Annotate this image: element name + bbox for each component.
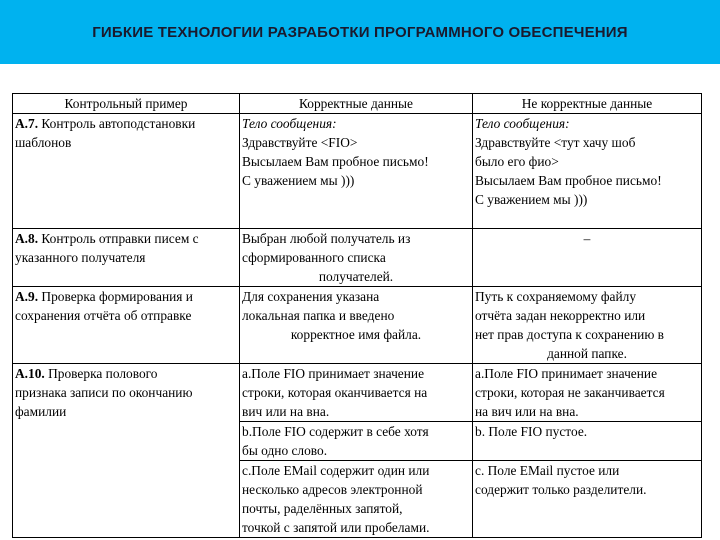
incorrect-text: a.Поле FIO принимает значение — [475, 366, 658, 381]
incorrect-data-cell — [473, 364, 702, 538]
incorrect-text: c. Поле EMail пустое или — [475, 463, 620, 478]
table-row — [13, 229, 702, 287]
incorrect-text: было его фио> — [475, 154, 559, 169]
correct-text: Выбран любой получатель из — [242, 231, 411, 246]
table-row — [13, 364, 702, 538]
correct-text: несколько адресов электронной — [242, 482, 423, 497]
correct-item-b — [240, 421, 472, 460]
correct-text: локальная папка и введено — [242, 308, 395, 323]
correct-data-cell — [240, 364, 473, 538]
example-text: указанного получателя — [15, 250, 146, 265]
test-cases-table — [12, 93, 702, 538]
incorrect-item-c — [473, 460, 701, 499]
incorrect-text: данной папке. — [547, 346, 627, 361]
example-text: шаблонов — [15, 135, 72, 150]
correct-text: С уважением мы ))) — [242, 173, 355, 188]
correct-text: вич или на вна. — [242, 404, 330, 419]
correct-text: корректное имя файла. — [290, 327, 422, 342]
incorrect-text: нет прав доступа к сохранению в — [475, 327, 665, 342]
correct-text: почты, раделённых запятой, — [242, 501, 403, 516]
incorrect-text: отчёта задан некорректно или — [475, 308, 646, 323]
incorrect-data-cell — [473, 287, 702, 364]
correct-text: c.Поле EMail содержит один или — [242, 463, 430, 478]
incorrect-text: на вич или на вна. — [475, 404, 579, 419]
example-text: Контроль автоподстановки — [41, 116, 196, 131]
table-header-row — [13, 94, 702, 114]
example-text: Проверка полового — [48, 366, 158, 381]
case-id: А.9. — [15, 289, 39, 304]
correct-item-a — [242, 364, 470, 421]
correct-text: Высылаем Вам пробное письмо! — [242, 154, 429, 169]
correct-text: бы одно слово. — [242, 443, 328, 458]
header-banner — [0, 0, 720, 64]
incorrect-text: содержит только разделители. — [475, 482, 647, 497]
example-text: признака записи по окончанию — [15, 385, 193, 400]
column-header-correct: Корректные данные — [240, 94, 473, 114]
example-cell — [13, 229, 240, 287]
message-body-label: Тело сообщения: — [475, 116, 570, 131]
correct-text: строки, которая оканчивается на — [242, 385, 428, 400]
message-body-label: Тело сообщения: — [242, 116, 337, 131]
correct-text: сформированного списка — [242, 250, 386, 265]
incorrect-item-b — [473, 421, 701, 460]
column-header-example: Контрольный пример — [13, 94, 240, 114]
case-id: А.8. — [15, 231, 39, 246]
correct-text: получателей. — [318, 269, 394, 284]
incorrect-item-a — [475, 364, 699, 421]
correct-item-c — [240, 460, 472, 537]
example-text: Контроль отправки писем с — [41, 231, 199, 246]
incorrect-text: С уважением мы ))) — [475, 192, 588, 207]
table-row — [13, 287, 702, 364]
correct-text: b.Поле FIO содержит в себе хотя — [242, 424, 429, 439]
case-id: А.10. — [15, 366, 45, 381]
correct-text: Здравствуйте <FIO> — [242, 135, 358, 150]
example-cell — [13, 364, 240, 538]
table-row — [13, 114, 702, 229]
example-cell — [13, 114, 240, 229]
incorrect-data-cell — [473, 114, 702, 229]
correct-data-cell — [240, 114, 473, 229]
correct-text: Для сохранения указана — [242, 289, 380, 304]
correct-text: точкой с запятой или пробелами. — [242, 520, 430, 535]
incorrect-text: b. Поле FIO пустое. — [475, 424, 588, 439]
column-header-incorrect: Не корректные данные — [473, 94, 702, 114]
incorrect-text: Высылаем Вам пробное письмо! — [475, 173, 662, 188]
example-text: фамилии — [15, 404, 67, 419]
example-text: Проверка формирования и — [41, 289, 193, 304]
incorrect-text: Здравствуйте <тут хачу шоб — [475, 135, 636, 150]
incorrect-text: строки, которая не заканчивается — [475, 385, 665, 400]
correct-data-cell — [240, 287, 473, 364]
incorrect-data-cell — [473, 229, 702, 287]
page-title: ГИБКИЕ ТЕХНОЛОГИИ РАЗРАБОТКИ ПРОГРАММНОГО ОБЕСПЕЧЕНИЯ — [92, 23, 628, 41]
correct-data-cell — [240, 229, 473, 287]
correct-text: a.Поле FIO принимает значение — [242, 366, 425, 381]
incorrect-text: Путь к сохраняемому файлу — [475, 289, 637, 304]
example-cell — [13, 287, 240, 364]
incorrect-text: – — [583, 231, 591, 246]
case-id: А.7. — [15, 116, 39, 131]
example-text: сохранения отчёта об отправке — [15, 308, 192, 323]
